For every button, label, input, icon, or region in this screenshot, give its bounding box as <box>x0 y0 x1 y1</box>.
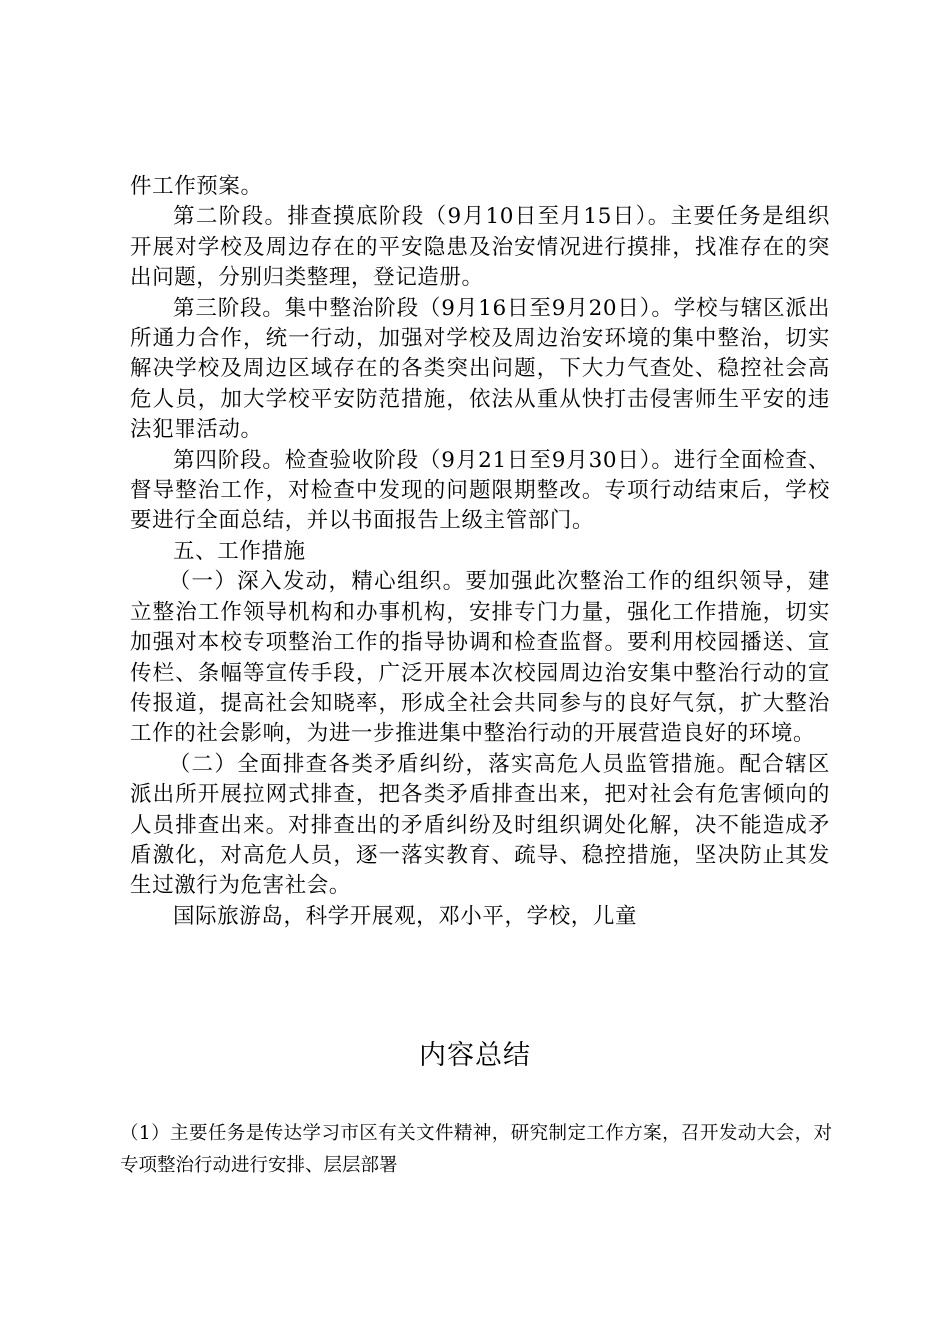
keywords-line: 国际旅游岛，科学开展观，邓小平，学校，儿童 <box>173 903 638 929</box>
summary-text: （1）主要任务是传达学习市区有关文件精神，研究制定工作方案，召开发动大会，对专项整治行动进行安排、层层部署 <box>120 1123 832 1176</box>
paragraph-stage-two: 第二阶段。排查摸底阶段（9月10日至月15日）。主要任务是组织开展对学校及周边存在的平安隐患及治安情况进行摸排，找准存在的突出问题，分别归类整理，登记造册。 <box>130 204 830 291</box>
paragraph-stage-four: 第四阶段。检查验收阶段（9月21日至9月30日）。进行全面检查、督导整治工作，对检查中发现的问题限期整改。专项行动结束后，学校要进行全面总结，并以书面报告上级主管部门。 <box>130 447 830 534</box>
paragraph-continuation: 件工作预案。 <box>130 174 263 199</box>
paragraph-measure-one: （一）深入发动，精心组织。要加强此次整治工作的组织领导，建立整治工作领导机构和办事机构，安排专门力量，强化工作措施，切实加强对本校专项整治工作的指导协调和检查监督。要利用校园播送、宣传栏、条幅等宣传手段，广泛开展本次校园周边治安集中整治行动的宣传报道，提高社会知晓率，形成全社会共同参与的良好气氛，扩大整治工作的社会影响，为进一步推进集中整治行动的开展营造良好的环境。 <box>130 569 830 747</box>
paragraph-measure-two: （二）全面排查各类矛盾纠纷，落实高危人员监管措施。配合辖区派出所开展拉网式排查，把各类矛盾排查出来，把对社会有危害倾向的人员排查出来。对排查出的矛盾纠纷及时组织调处化解，决不能造成矛盾激化，对高危人员，逐一落实教育、疏导、稳控措施，坚决防止其发生过激行为危害社会。 <box>130 751 830 899</box>
document-body <box>130 172 830 932</box>
paragraph-stage-three: 第三阶段。集中整治阶段（9月16日至9月20日）。学校与辖区派出所通力合作，统一行动，加强对学校及周边治安环境的集中整治，切实解决学校及周边区域存在的各类突出问题，下大力气查处、稳控社会高危人员，加大学校平安防范措施，依法从重从快打击侵害师生平安的违法犯罪活动。 <box>130 295 830 443</box>
section-heading-work-measures: 五、工作措施 <box>173 538 306 564</box>
summary-title: 内容总结 <box>419 1040 531 1071</box>
